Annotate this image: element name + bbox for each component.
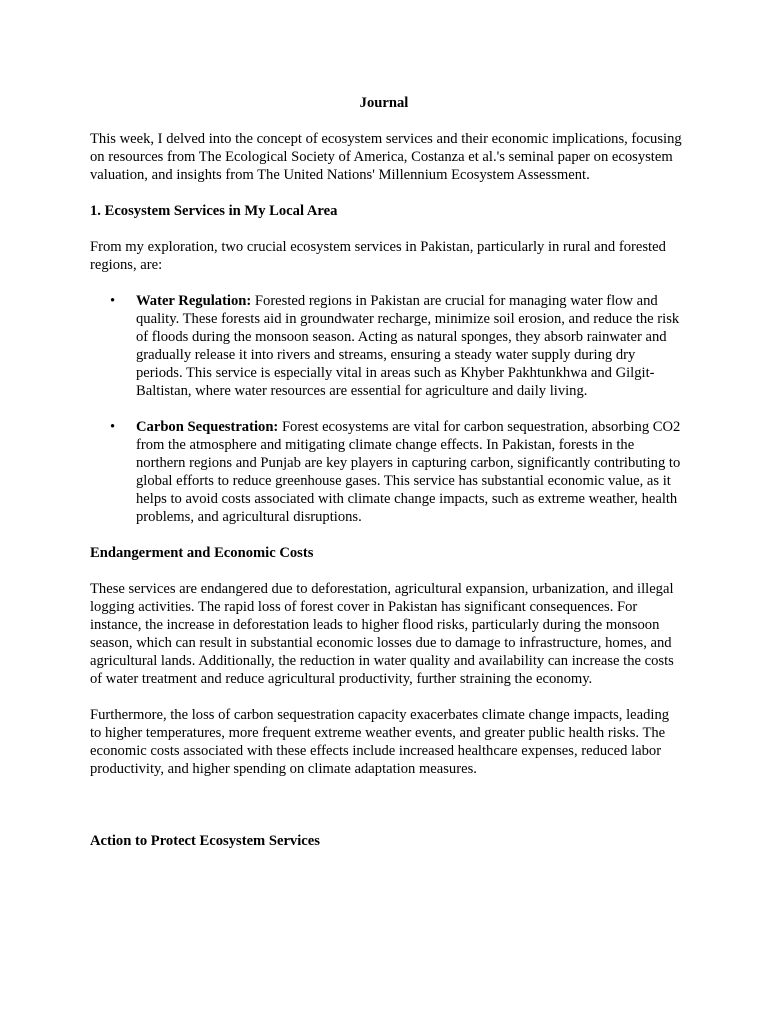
document-page [90,94,682,850]
section-heading-local-area: 1. Ecosystem Services in My Local Area [90,203,338,219]
list-item-term: Carbon Sequestration: [136,419,279,435]
page-title: Journal [359,95,409,111]
section-lead-paragraph: From my exploration, two crucial ecosystem services in Pakistan, particularly in rural and forested regions, are: [90,239,666,273]
section-heading-endangerment: Endangerment and Economic Costs [90,545,314,561]
list-item-text: Forested regions in Pakistan are crucial for managing water flow and quality. These forests aid in groundwater recharge, minimize soil erosion, and reduce the risk of floods during the monsoon season. Acting as natural sponges, they absorb rainwater and gradually release it into rivers and streams, ensuring a steady water supply during dry periods. This service is especially vital in areas such as Khyber Pakhtunkhwa and Gilgit-Baltistan, where water resources are essential for agriculture and daily living. [136,293,680,399]
section-heading-action: Action to Protect Ecosystem Services [90,833,320,849]
bullet-icon: • [110,293,116,309]
list-item [90,418,682,526]
intro-paragraph: This week, I delved into the concept of ecosystem services and their economic implications, focusing on resources from The Ecological Society of America, Costanza et al.'s seminal paper on ecosystem valuation, and insights from The United Nations' Millennium Ecosystem Assessment. [90,131,682,183]
list-item [90,292,682,400]
list-item-term: Water Regulation: [136,293,252,309]
bullet-icon: • [110,419,116,435]
list-item-text: Forest ecosystems are vital for carbon sequestration, absorbing CO2 from the atmosphere and mitigating climate change effects. In Pakistan, forests in the northern regions and Punjab are key players in capturing carbon, significantly contributing to global efforts to reduce greenhouse gases. This service has substantial economic value, as it helps to avoid costs associated with climate change impacts, such as extreme weather, health problems, and agricultural disruptions. [136,419,681,525]
ecosystem-services-list [90,292,682,526]
endangerment-paragraph-2: Furthermore, the loss of carbon sequestration capacity exacerbates climate change impacts, leading to higher temperatures, more frequent extreme weather events, and greater public health risks. The economic costs associated with these effects include increased healthcare expenses, reduced labor productivity, and higher spending on climate adaptation measures. [90,707,670,777]
endangerment-paragraph-1: These services are endangered due to deforestation, agricultural expansion, urbanization, and illegal logging activities. The rapid loss of forest cover in Pakistan has significant consequences. For instance, the increase in deforestation leads to higher flood risks, particularly during the monsoon season, which can result in substantial economic losses due to damage to infrastructure, homes, and agricultural lands. Additionally, the reduction in water quality and availability can increase the costs of water treatment and reduce agricultural productivity, further straining the economy. [90,581,674,687]
